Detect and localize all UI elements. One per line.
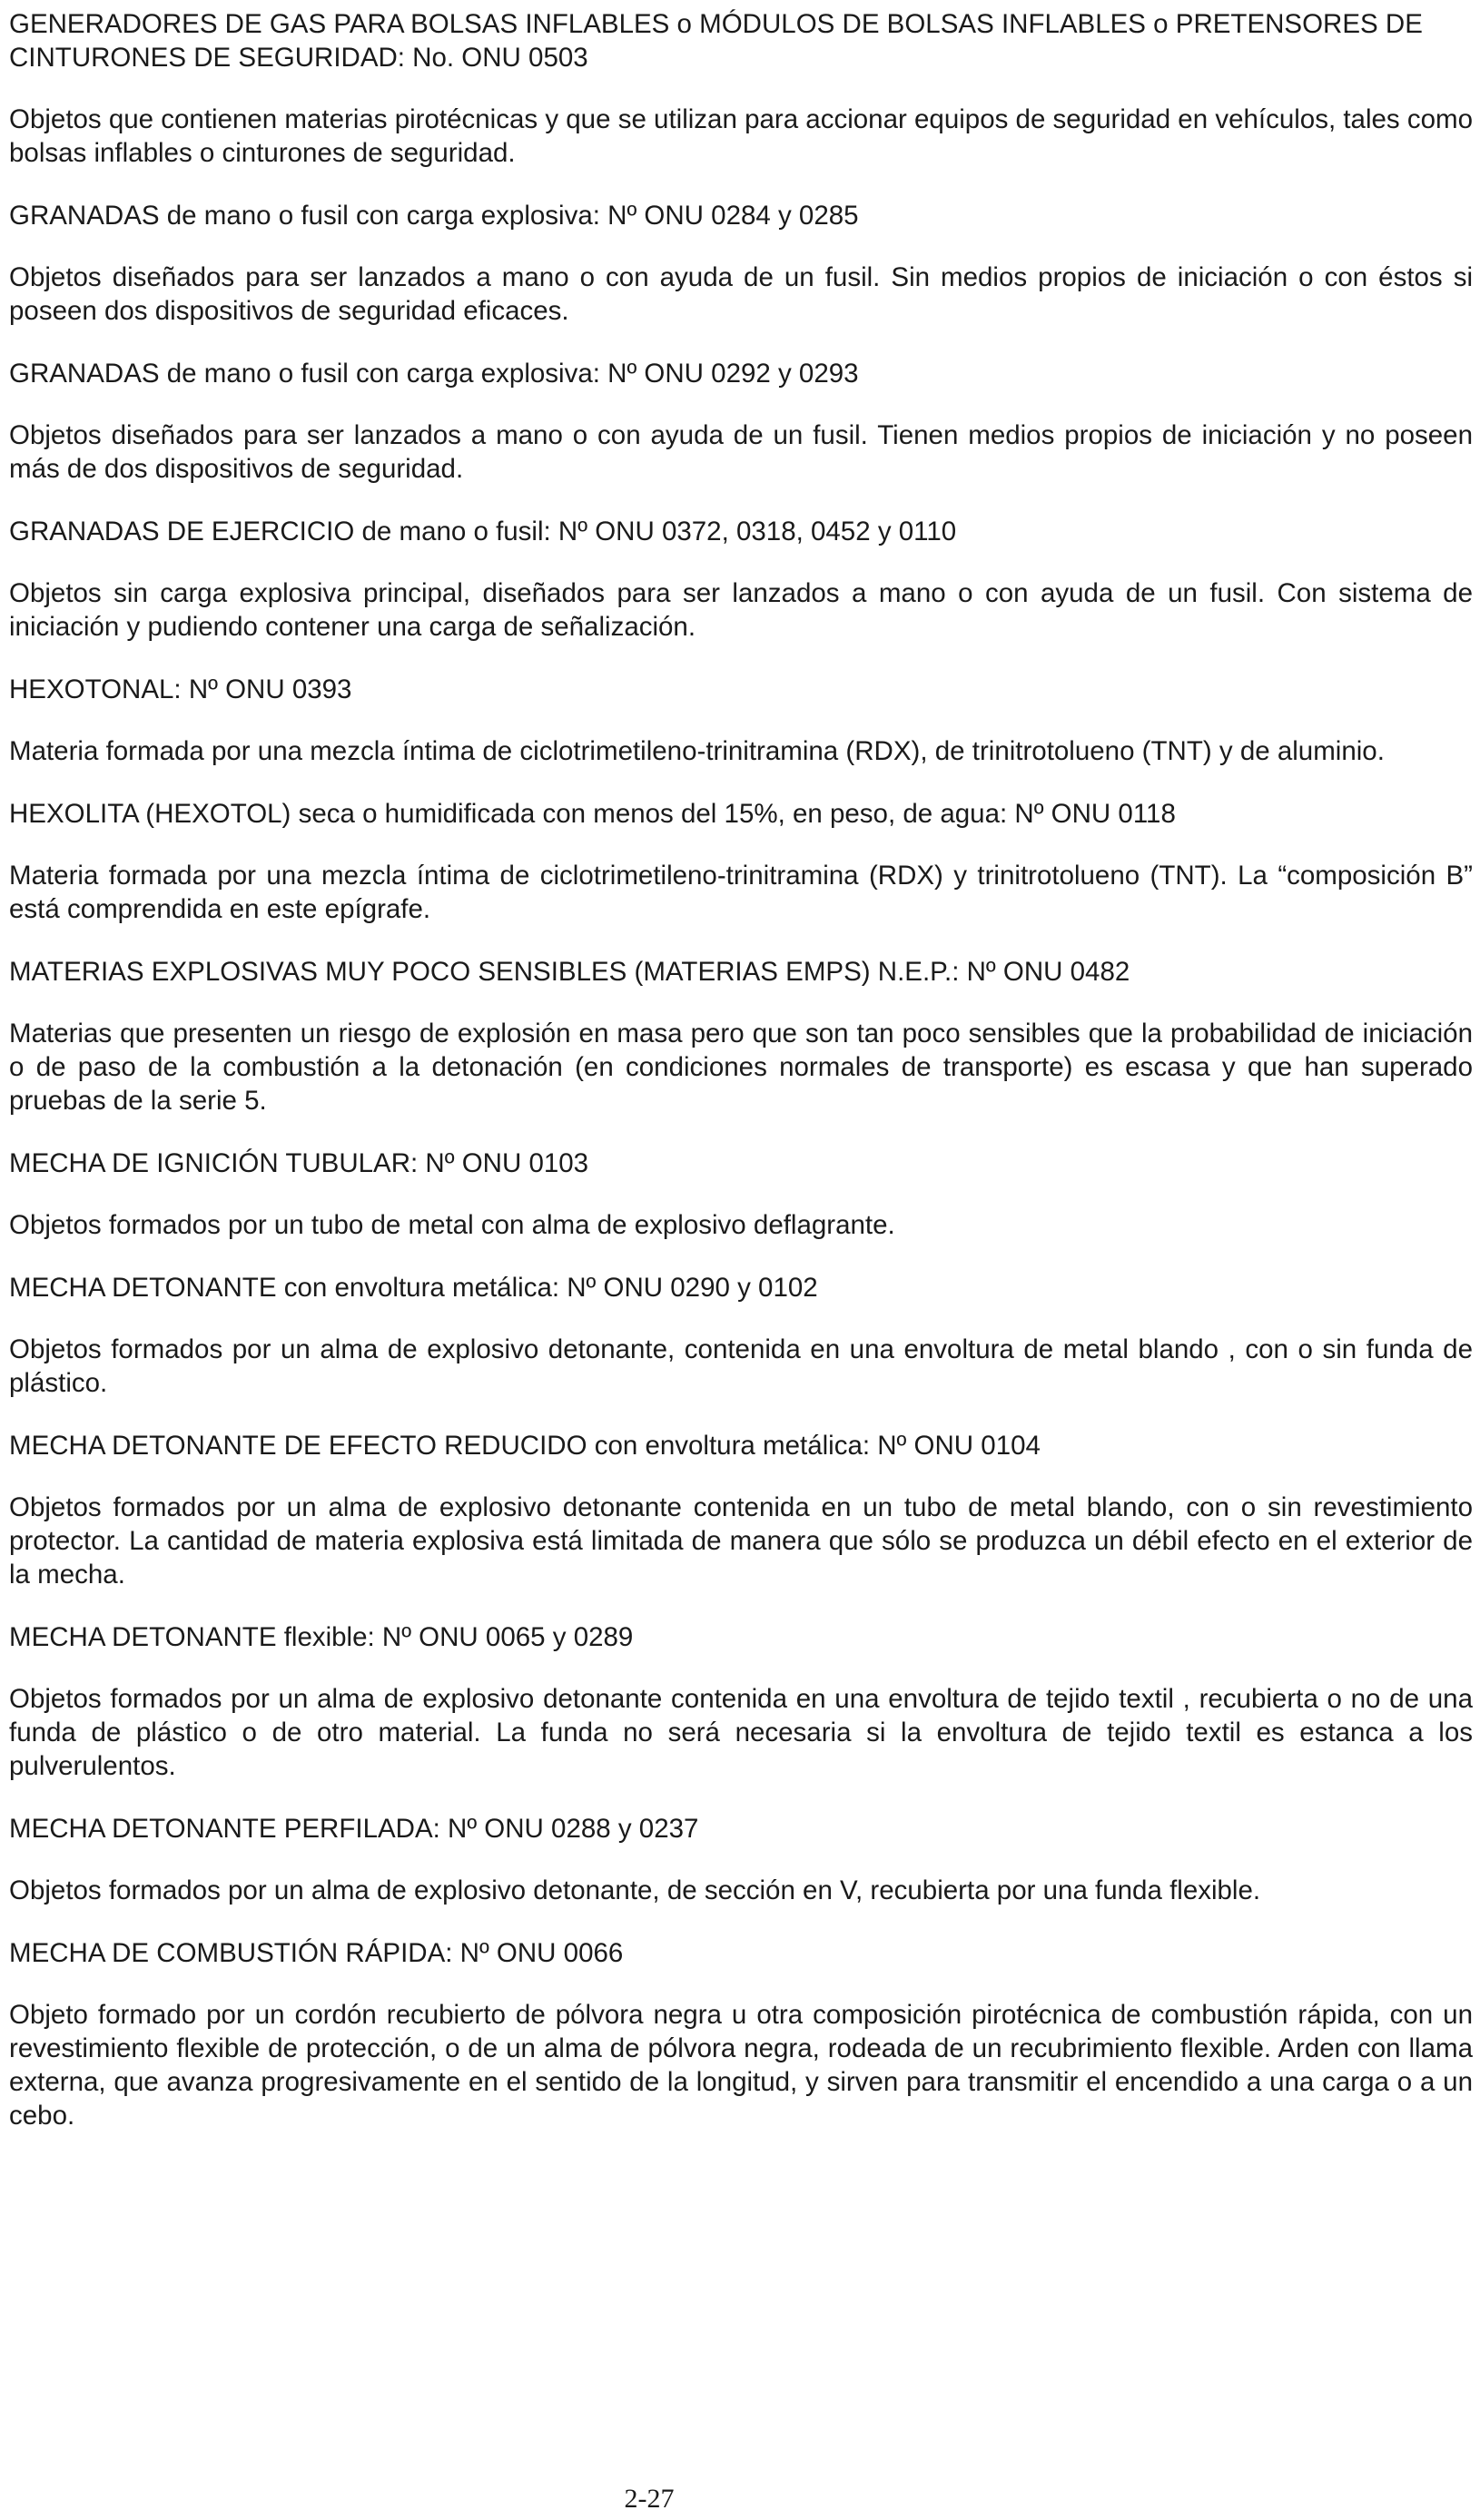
entry-practice-grenades [9,515,1473,644]
entry-heading: HEXOTONAL: Nº ONU 0393 [9,674,352,704]
entry-description: Objetos diseñados para ser lanzados a mano o con ayuda de un fusil. Sin medios propios de iniciación o con éstos si poseen dos dispositivos de seguridad eficaces. [9,262,1473,326]
entry-heading: GRANADAS de mano o fusil con carga explosiva: Nº ONU 0292 y 0293 [9,359,859,389]
entry-heading: MECHA DE IGNICIÓN TUBULAR: Nº ONU 0103 [9,1148,589,1178]
entry-heading: MECHA DETONANTE PERFILADA: Nº ONU 0288 y 0237 [9,1814,699,1844]
entry-grenades-0292 [9,357,1473,486]
entry-detonating-cord-flexible [9,1620,1473,1783]
entry-description: Objeto formado por un cordón recubierto de pólvora negra u otra composición pirotécnica de combustión rápida, con un revestimiento flexible de protección, o de un alma de pólvora negra, rodeada de un recubrimiento flexible. Arden con llama externa, que avanza progresivamente en el sentido de la longitud, y sirven para transmitir el encendido a una carga o a un cebo. [9,2000,1473,2131]
entry-heading: MECHA DETONANTE flexible: Nº ONU 0065 y 0289 [9,1622,634,1652]
entry-description: Materia formada por una mezcla íntima de ciclotrimetileno-trinitramina (RDX) y trinitrotolueno (TNT). La “composición B” está comprendida en este epígrafe. [9,861,1473,924]
entry-description: Objetos formados por un alma de explosivo detonante contenida en una envoltura de tejido textil , recubierta o no de una funda de plástico o de otro material. La funda no será necesaria si la envoltura de tejido textil es estanca a los pulverulentos. [9,1684,1473,1781]
entry-description: Objetos sin carga explosiva principal, diseñados para ser lanzados a mano o con ayuda de un fusil. Con sistema de iniciación y pudiendo contener una carga de señalización. [9,578,1473,642]
entry-heading: MECHA DETONANTE DE EFECTO REDUCIDO con envoltura metálica: Nº ONU 0104 [9,1431,1041,1461]
entry-description: Objetos formados por un alma de explosivo detonante, de sección en V, recubierta por una funda flexible. [9,1875,1261,1905]
entry-quickmatch [9,1936,1473,2132]
entry-description: Objetos formados por un alma de explosivo detonante contenida en un tubo de metal blando, con o sin revestimiento protector. La cantidad de materia explosiva está limitada de manera que sólo se produzca un débil efecto en el exterior de la mecha. [9,1492,1473,1590]
entry-detonating-cord-metal [9,1271,1473,1400]
entry-description: Objetos diseñados para ser lanzados a mano o con ayuda de un fusil. Tienen medios propios de iniciación y no poseen más de dos dispositivos de seguridad. [9,420,1473,484]
entry-detonating-cord-profiled [9,1812,1473,1907]
entry-gas-generators [9,7,1473,170]
entry-description: Objetos formados por un tubo de metal con alma de explosivo deflagrante. [9,1210,895,1240]
entry-heading: MATERIAS EXPLOSIVAS MUY POCO SENSIBLES (MATERIAS EMPS) N.E.P.: Nº ONU 0482 [9,957,1130,987]
entry-tubular-fuse [9,1147,1473,1242]
entry-hexolite [9,797,1473,926]
entry-grenades-0284 [9,199,1473,328]
entry-description: Materias que presenten un riesgo de explosión en masa pero que son tan poco sensibles que la probabilidad de iniciación o de paso de la combustión a la detonación (en condiciones normales de transporte) es escasa y que han superado pruebas de la serie 5. [9,1019,1473,1116]
page-number: 2-27 [624,2484,675,2514]
document-body [9,7,1473,2161]
entry-heading: MECHA DE COMBUSTIÓN RÁPIDA: Nº ONU 0066 [9,1938,624,1968]
entry-heading: GENERADORES DE GAS PARA BOLSAS INFLABLES o MÓDULOS DE BOLSAS INFLABLES o PRETENSORES DE CINTURONES DE SEGURIDAD: No. ONU 0503 [9,9,1423,73]
entry-description: Objetos formados por un alma de explosivo detonante, contenida en una envoltura de metal blando , con o sin funda de plástico. [9,1334,1473,1398]
entry-emps [9,955,1473,1117]
entry-heading: GRANADAS DE EJERCICIO de mano o fusil: Nº ONU 0372, 0318, 0452 y 0110 [9,517,957,546]
entry-description: Materia formada por una mezcla íntima de ciclotrimetileno-trinitramina (RDX), de trinitrotolueno (TNT) y de aluminio. [9,736,1385,766]
entry-hexotonal [9,673,1473,768]
entry-heading: GRANADAS de mano o fusil con carga explosiva: Nº ONU 0284 y 0285 [9,201,859,231]
entry-detonating-cord-reduced [9,1429,1473,1591]
entry-heading: HEXOLITA (HEXOTOL) seca o humidificada con menos del 15%, en peso, de agua: Nº ONU 0118 [9,799,1176,829]
entry-heading: MECHA DETONANTE con envoltura metálica: Nº ONU 0290 y 0102 [9,1273,818,1303]
entry-description: Objetos que contienen materias pirotécnicas y que se utilizan para accionar equipos de seguridad en vehículos, tales como bolsas inflables o cinturones de seguridad. [9,104,1473,168]
